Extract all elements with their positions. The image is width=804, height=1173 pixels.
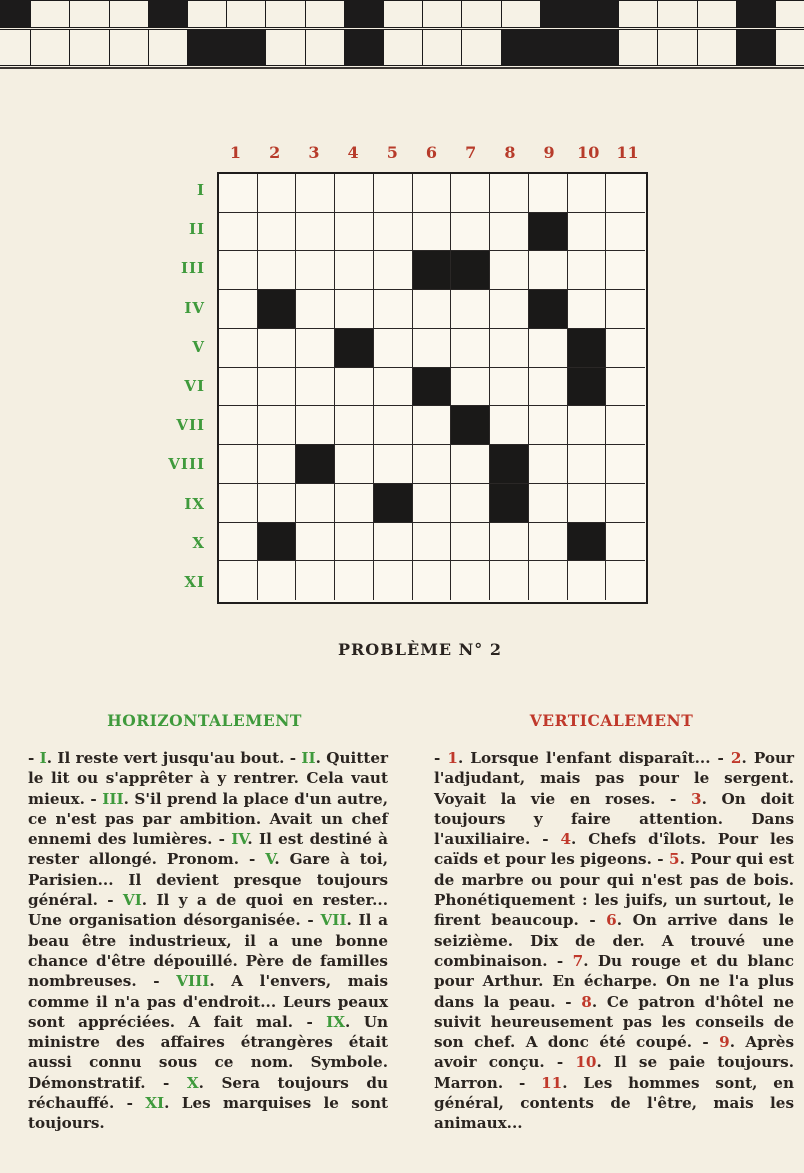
strip-black-cell — [226, 29, 266, 66]
white-square — [219, 251, 258, 290]
clue-number: X — [186, 1073, 199, 1092]
white-square — [568, 290, 607, 329]
clue-number: I — [39, 749, 47, 767]
white-square — [219, 484, 258, 523]
white-square — [335, 561, 374, 600]
clue-number: VII — [320, 911, 347, 930]
horizontal-clues: - I. Il reste vert jusqu'au bout. - II. Quitter le lit ou s'apprêter à y rentrer. Cela vaut mieux. - III. S'il prend la place d'un autre, ce n'est pas par ambition. Avait un chef ennemi des lumières. - IV. Il est destiné à rester allongé. Pronom. - V. Gare à toi, Parisien... Il devient presque toujours général. - VI. Il y a de quoi en rester... Une organisation désorganisée. - VII. Il a beau être industrieux, il a une bonne chance d'être dépouillé. Père de familles nombreuses. - VIII. A l'envers, mais comme il n'a pas d'endroit... Leurs peaux sont appréciées. A fait mal. - IX. Un ministre des affaires étrangères était aussi connu sous ce nom. Symbole. Démonstratif. - X. Sera toujours du réchauffé. - XI. Les marquises le sont toujours. — [28, 749, 389, 1133]
white-square — [529, 523, 568, 562]
clue-number: VIII — [176, 972, 210, 991]
row-number: II — [188, 220, 205, 239]
column-number: 6 — [425, 143, 438, 162]
crossword-grid — [217, 172, 648, 604]
white-square — [606, 329, 645, 368]
strip-black-cell — [501, 29, 541, 66]
white-square — [296, 406, 335, 445]
white-square — [219, 406, 258, 445]
white-square — [335, 406, 374, 445]
black-square — [490, 445, 529, 484]
clue-text: Lorsque l'enfant disparaît... — [470, 749, 711, 767]
clue-text: Chefs d'îlots. Pour les caïds et pour les pigeons. — [434, 830, 794, 869]
black-square — [568, 329, 607, 368]
column-number: 4 — [347, 143, 359, 162]
strip-white-cell — [697, 0, 737, 28]
white-square — [296, 329, 335, 368]
strip-white-cell — [69, 29, 109, 66]
strip-white-cell — [305, 0, 345, 28]
strip-black-cell — [148, 0, 188, 28]
strip-black-cell — [187, 29, 227, 66]
white-square — [219, 445, 258, 484]
row-number: IX — [184, 494, 205, 513]
clue-number: 8 — [581, 992, 592, 1011]
black-square — [258, 290, 297, 329]
strip-white-cell — [461, 0, 501, 28]
white-square — [451, 290, 490, 329]
white-square — [258, 368, 297, 407]
problem-title: PROBLÈME N° 2 — [337, 640, 503, 659]
white-square — [296, 561, 335, 600]
black-square — [568, 368, 607, 407]
column-number: 7 — [465, 143, 477, 162]
row-number: IV — [184, 298, 205, 317]
white-square — [258, 329, 297, 368]
white-square — [490, 290, 529, 329]
white-square — [451, 174, 490, 213]
clue-text: Les marquises le sont toujours. — [28, 1094, 388, 1133]
clue-text: A l'envers, mais comme il n'a pas d'endroit... Leurs peaux sont appréciées. A fait mal. — [28, 972, 389, 1031]
white-square — [296, 174, 335, 213]
white-square — [335, 174, 374, 213]
white-square — [335, 290, 374, 329]
black-square — [296, 445, 335, 484]
white-square — [568, 561, 607, 600]
white-square — [606, 213, 645, 252]
strip-white-cell — [657, 0, 697, 28]
white-square — [258, 561, 297, 600]
clue-text: Après avoir conçu. — [434, 1033, 795, 1072]
strip-white-cell — [775, 0, 804, 28]
column-number: 9 — [543, 143, 555, 162]
white-square — [490, 251, 529, 290]
white-square — [490, 329, 529, 368]
clue-number: 5 — [669, 850, 680, 869]
strip-white-cell — [422, 29, 462, 66]
strip-black-cell — [344, 0, 384, 28]
clue-text: Quitter le lit ou s'apprêter à y rentrer. Cela vaut mieux. — [28, 749, 389, 808]
white-square — [374, 329, 413, 368]
row-number: VIII — [168, 455, 205, 474]
row-number: V — [192, 337, 205, 356]
black-square — [529, 213, 568, 252]
white-square — [451, 484, 490, 523]
clue-text: Un ministre des affaires étrangères était aussi connu sous ce nom. Symbole. Démonstratif. — [28, 1012, 388, 1092]
white-square — [413, 329, 452, 368]
strip-white-cell — [265, 29, 305, 66]
clue-number: VI — [122, 891, 142, 910]
strip-black-cell — [540, 29, 580, 66]
white-square — [606, 174, 645, 213]
white-square — [413, 445, 452, 484]
clue-number: 11 — [541, 1073, 563, 1092]
black-square — [258, 523, 297, 562]
white-square — [374, 406, 413, 445]
clue-text: Il a beau être industrieux, il a une bonne chance d'être dépouillé. Père de familles nombreuses. — [28, 911, 388, 991]
strip-white-cell — [618, 29, 658, 66]
black-square — [451, 406, 490, 445]
clue-number: 3 — [691, 789, 702, 808]
strip-white-cell — [30, 0, 70, 28]
strip-white-cell — [148, 29, 188, 66]
row-number: I — [196, 181, 205, 199]
strip-black-cell — [344, 29, 384, 66]
strip-white-cell — [383, 29, 423, 66]
black-square — [529, 290, 568, 329]
row-number: XI — [184, 573, 205, 591]
white-square — [529, 406, 568, 445]
white-square — [413, 484, 452, 523]
strip-black-cell — [540, 0, 580, 28]
strip-white-cell — [226, 0, 266, 28]
column-number: 10 — [577, 143, 600, 162]
strip-black-cell — [736, 29, 776, 66]
clue-text: Les hommes sont, en général, contents de l'être, mais les animaux... — [434, 1073, 794, 1133]
white-square — [413, 174, 452, 213]
clue-text: Il se paie toujours. Marron. — [434, 1053, 794, 1092]
white-square — [258, 213, 297, 252]
clue-number: 7 — [572, 951, 584, 970]
column-number: 1 — [229, 143, 242, 162]
clue-text: Gare à toi, Parisien... Il devient presque toujours général. — [28, 850, 388, 910]
strip-white-cell — [69, 0, 109, 28]
strip-white-cell — [30, 29, 70, 66]
white-square — [374, 290, 413, 329]
white-square — [219, 329, 258, 368]
row-number: III — [180, 259, 205, 278]
black-square — [490, 484, 529, 523]
white-square — [413, 290, 452, 329]
white-square — [296, 251, 335, 290]
clue-text: Il est destiné à rester allongé. Pronom. — [28, 830, 388, 869]
white-square — [219, 368, 258, 407]
clue-number: V — [265, 850, 275, 869]
white-square — [296, 523, 335, 562]
white-square — [451, 523, 490, 562]
clue-number: 6 — [606, 911, 617, 930]
strip-black-cell — [579, 29, 619, 66]
white-square — [606, 445, 645, 484]
column-number: 11 — [616, 143, 639, 162]
black-square — [374, 484, 413, 523]
clue-text: Il y a de quoi en rester... Une organisation désorganisée. — [28, 891, 388, 930]
black-square — [413, 251, 452, 290]
white-square — [335, 523, 374, 562]
strip-white-cell — [383, 0, 423, 28]
white-square — [568, 251, 607, 290]
white-square — [490, 406, 529, 445]
white-square — [606, 290, 645, 329]
white-square — [529, 445, 568, 484]
vertical-heading: VERTICALEMENT — [529, 711, 694, 730]
white-square — [451, 329, 490, 368]
white-square — [451, 368, 490, 407]
clue-text: Sera toujours du réchauffé. — [28, 1073, 389, 1113]
white-square — [606, 561, 645, 600]
white-square — [219, 174, 258, 213]
strip-black-cell — [0, 0, 31, 28]
white-square — [490, 561, 529, 600]
white-square — [568, 484, 607, 523]
strip-white-cell — [305, 29, 345, 66]
white-square — [529, 174, 568, 213]
clue-number: II — [301, 749, 316, 767]
clue-number: 1 — [447, 749, 458, 767]
black-square — [451, 251, 490, 290]
white-square — [529, 484, 568, 523]
white-square — [219, 561, 258, 600]
clue-number: 2 — [730, 749, 742, 767]
white-square — [490, 368, 529, 407]
white-square — [258, 251, 297, 290]
row-number: VI — [184, 377, 205, 395]
white-square — [258, 406, 297, 445]
white-square — [219, 290, 258, 329]
white-square — [413, 213, 452, 252]
clue-text: On doit toujours y faire attention. Dans l'auxiliaire. — [434, 789, 794, 849]
strip-black-cell — [736, 0, 776, 28]
white-square — [529, 368, 568, 407]
white-square — [374, 523, 413, 562]
white-square — [374, 213, 413, 252]
strip-white-cell — [697, 29, 737, 66]
strip-white-cell — [461, 29, 501, 66]
white-square — [606, 251, 645, 290]
white-square — [219, 213, 258, 252]
clue-text: S'il prend la place d'un autre, ce n'est pas par ambition. Avait un chef ennemi des lumières. — [28, 789, 388, 849]
clue-number: IV — [231, 830, 248, 849]
white-square — [258, 445, 297, 484]
white-square — [413, 523, 452, 562]
top-crossword-strip — [0, 0, 804, 68]
clue-text: Ce patron d'hôtel ne suivit heureusement pas les conseils de son chef. A donc été coupé. — [434, 992, 794, 1052]
black-square — [568, 523, 607, 562]
clue-text: Il reste vert jusqu'au bout. — [57, 749, 285, 767]
clue-number: 4 — [560, 830, 572, 849]
white-square — [335, 368, 374, 407]
white-square — [568, 445, 607, 484]
white-square — [451, 445, 490, 484]
white-square — [374, 368, 413, 407]
strip-bottom-rule — [0, 67, 804, 69]
strip-white-cell — [265, 0, 305, 28]
white-square — [568, 213, 607, 252]
white-square — [374, 445, 413, 484]
column-number: 3 — [308, 143, 320, 162]
white-square — [296, 290, 335, 329]
white-square — [529, 329, 568, 368]
clue-text: Pour qui est de marbre ou pour qui n'est pas de bois. Phonétiquement : les juifs, un surtout, le firent beaucoup. — [434, 850, 795, 930]
strip-white-cell — [618, 0, 658, 28]
horizontal-heading: HORIZONTALEMENT — [107, 711, 302, 730]
strip-white-cell — [109, 29, 149, 66]
white-square — [335, 213, 374, 252]
white-square — [606, 368, 645, 407]
white-square — [606, 406, 645, 445]
strip-white-cell — [657, 29, 697, 66]
column-number: 5 — [386, 143, 398, 162]
white-square — [335, 445, 374, 484]
strip-white-cell — [501, 0, 541, 28]
clue-text: Pour l'adjudant, mais pas pour le sergent. Voyait la vie en roses. — [434, 749, 795, 808]
black-square — [335, 329, 374, 368]
white-square — [219, 523, 258, 562]
white-square — [451, 561, 490, 600]
white-square — [413, 561, 452, 600]
white-square — [296, 368, 335, 407]
clue-number: XI — [145, 1094, 165, 1113]
strip-white-cell — [187, 0, 227, 28]
white-square — [258, 484, 297, 523]
row-number: VII — [176, 416, 205, 435]
white-square — [296, 484, 335, 523]
white-square — [490, 213, 529, 252]
clue-text: On arrive dans le seizième. Dix de der. A trouvé une combinaison. — [434, 911, 794, 970]
white-square — [335, 251, 374, 290]
white-square — [374, 561, 413, 600]
white-square — [374, 174, 413, 213]
white-square — [451, 213, 490, 252]
white-square — [490, 523, 529, 562]
clue-number: 9 — [719, 1033, 730, 1052]
white-square — [490, 174, 529, 213]
white-square — [529, 251, 568, 290]
strip-black-cell — [579, 0, 619, 28]
column-number: 8 — [504, 143, 516, 162]
strip-white-cell — [775, 29, 804, 66]
white-square — [529, 561, 568, 600]
white-square — [258, 174, 297, 213]
clue-number: 10 — [575, 1053, 597, 1072]
clue-number: IX — [326, 1012, 346, 1031]
white-square — [335, 484, 374, 523]
black-square — [413, 368, 452, 407]
strip-white-cell — [422, 0, 462, 28]
strip-white-cell — [0, 29, 31, 66]
white-square — [568, 174, 607, 213]
strip-white-cell — [109, 0, 149, 28]
white-square — [606, 484, 645, 523]
vertical-clues: - 1. Lorsque l'enfant disparaît... - 2. Pour l'adjudant, mais pas pour le sergent. Voyait la vie en roses. - 3. On doit toujours y faire attention. Dans l'auxiliaire. - 4. Chefs d'îlots. Pour les caïds et pour les pigeons. - 5. Pour qui est de marbre ou pour qui n'est pas de bois. Phonétiquement : les juifs, un surtout, le firent beaucoup. - 6. On arrive dans le seizième. Dix de der. A trouvé une combinaison. - 7. Du rouge et du blanc pour Arthur. En écharpe. On ne l'a plus dans la peau. - 8. Ce patron d'hôtel ne suivit heureusement pas les conseils de son chef. A donc été coupé. - 9. Après avoir conçu. - 10. Il se paie toujours. Marron. - 11. Les hommes sont, en général, contents de l'être, mais les animaux... — [434, 749, 795, 1133]
clue-number: III — [102, 789, 124, 808]
clue-text: Du rouge et du blanc pour Arthur. En écharpe. On ne l'a plus dans la peau. — [434, 951, 794, 1011]
column-number: 2 — [269, 143, 281, 162]
white-square — [413, 406, 452, 445]
white-square — [374, 251, 413, 290]
white-square — [568, 406, 607, 445]
row-number: X — [192, 533, 205, 552]
white-square — [296, 213, 335, 252]
white-square — [606, 523, 645, 562]
